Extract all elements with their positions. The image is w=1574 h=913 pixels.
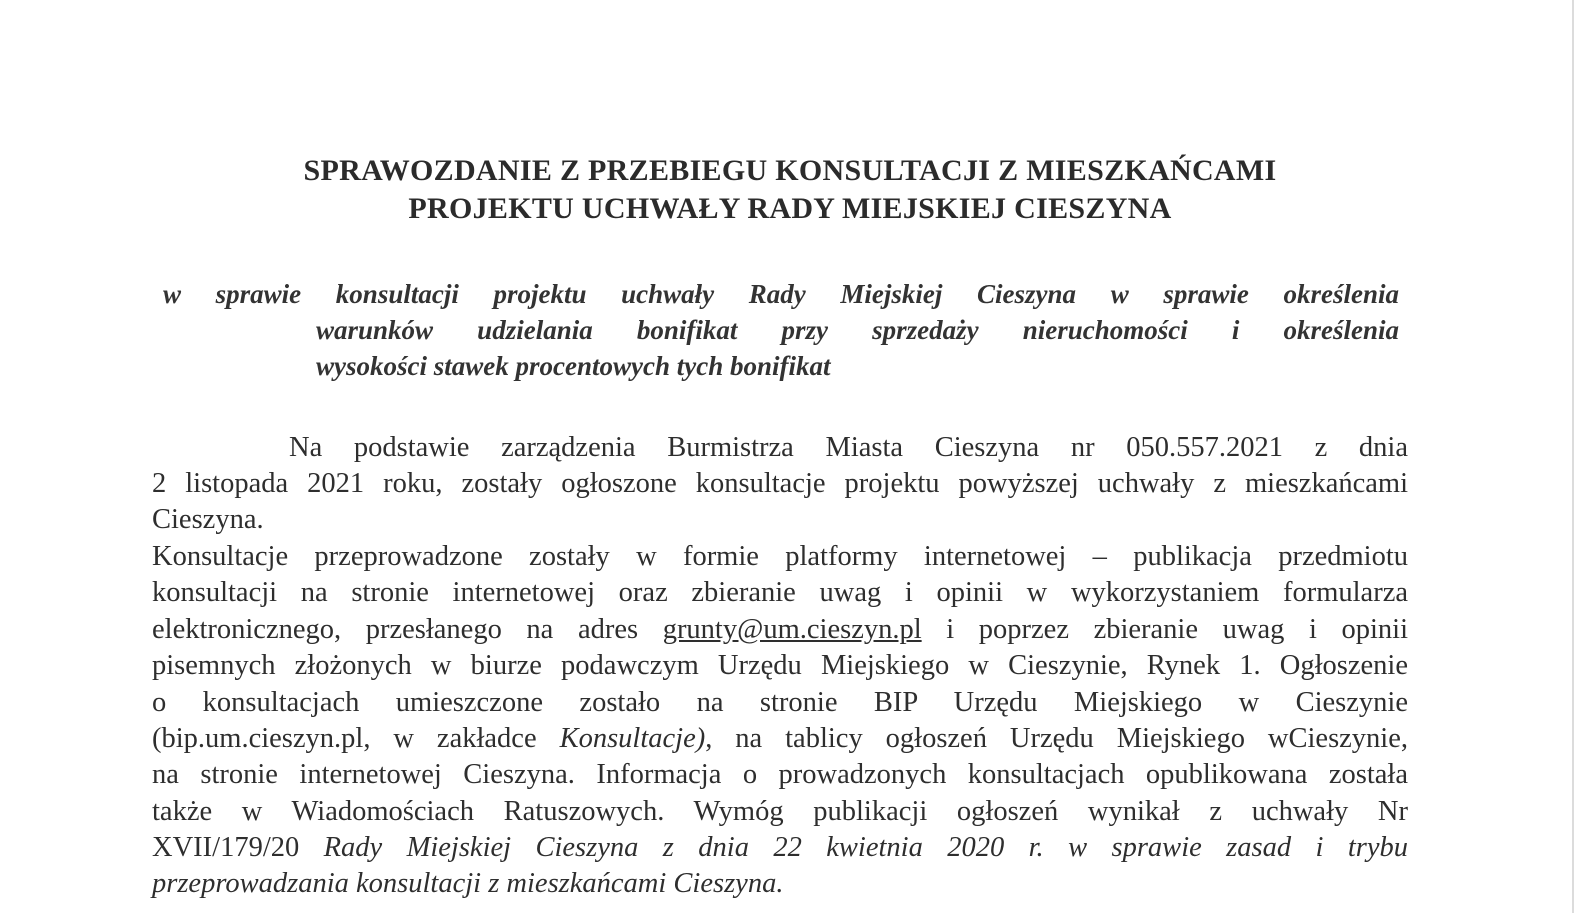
- paragraph-2-line-6-start: (bip.um.cieszyn.pl, w zakładce: [152, 723, 537, 754]
- paragraph-2-line-8: także w Wiadomościach Ratuszowych. Wymóg publikacji ogłoszeń wynikał z uchwały Nr: [152, 796, 1408, 827]
- subject-line-2: warunków udzielania bonifikat przy sprzedaży nieruchomości i określenia: [316, 315, 1399, 345]
- paragraph-1-line-2: 2 listopada 2021 roku, zostały ogłoszone konsultacje projektu powyższej uchwały z mieszkańcami: [152, 468, 1408, 499]
- resolution-number: XVII/179/20: [152, 832, 300, 863]
- paragraph-2-line-3-start: elektronicznego, przesłanego na adres: [152, 614, 639, 645]
- subject-line-1: w sprawie konsultacji projektu uchwały Rady Miejskiej Cieszyna w sprawie określenia: [163, 279, 1399, 309]
- paragraph-1-line-1: Na podstawie zarządzenia Burmistrza Miasta Cieszyna nr 050.557.2021 z dnia: [289, 432, 1408, 463]
- paragraph-1-line-3: Cieszyna.: [152, 504, 264, 535]
- paragraph-2-line-3: [152, 612, 1408, 648]
- konsultacje-tab-name: Konsultacje): [559, 723, 706, 754]
- document-title-line-2: PROJEKTU UCHWAŁY RADY MIEJSKIEJ CIESZYNA: [408, 192, 1172, 225]
- paragraph-2-line-6-end: , na tablicy ogłoszeń Urzędu Miejskiego wCieszynie,: [705, 723, 1409, 754]
- paragraph-2-line-10: przeprowadzania konsultacji z mieszkańcami Cieszyna.: [152, 868, 784, 899]
- paragraph-2-line-4: pisemnych złożonych w biurze podawczym Urzędu Miejskiego w Cieszynie, Rynek 1. Ogłoszenie: [152, 650, 1408, 681]
- paragraph-2-line-7: na stronie internetowej Cieszyna. Informacja o prowadzonych konsultacjach opublikowana została: [152, 759, 1408, 790]
- paragraph-2-line-3-end: i poprzez zbieranie uwag i opinii: [946, 614, 1408, 645]
- paragraph-2-line-6: [152, 721, 1408, 757]
- subject-line-3: wysokości stawek procentowych tych bonifikat: [316, 351, 831, 381]
- paragraph-2-line-1: Konsultacje przeprowadzone zostały w formie platformy internetowej – publikacja przedmiotu: [152, 541, 1408, 572]
- document-title-line-1: SPRAWOZDANIE Z PRZEBIEGU KONSULTACJI Z MIESZKAŃCAMI: [303, 154, 1277, 187]
- paragraph-2-line-9: [152, 830, 1408, 866]
- paragraph-2-line-5: o konsultacjach umieszczone zostało na stronie BIP Urzędu Miejskiego w Cieszynie: [152, 687, 1408, 718]
- paragraph-2-line-2: konsultacji na stronie internetowej oraz zbieranie uwag i opinii w wykorzystaniem formularza: [152, 577, 1408, 608]
- resolution-title-part-1: Rady Miejskiej Cieszyna z dnia 22 kwietnia 2020 r. w sprawie zasad i trybu: [323, 832, 1408, 863]
- email-link[interactable]: grunty@um.cieszyn.pl: [662, 614, 922, 645]
